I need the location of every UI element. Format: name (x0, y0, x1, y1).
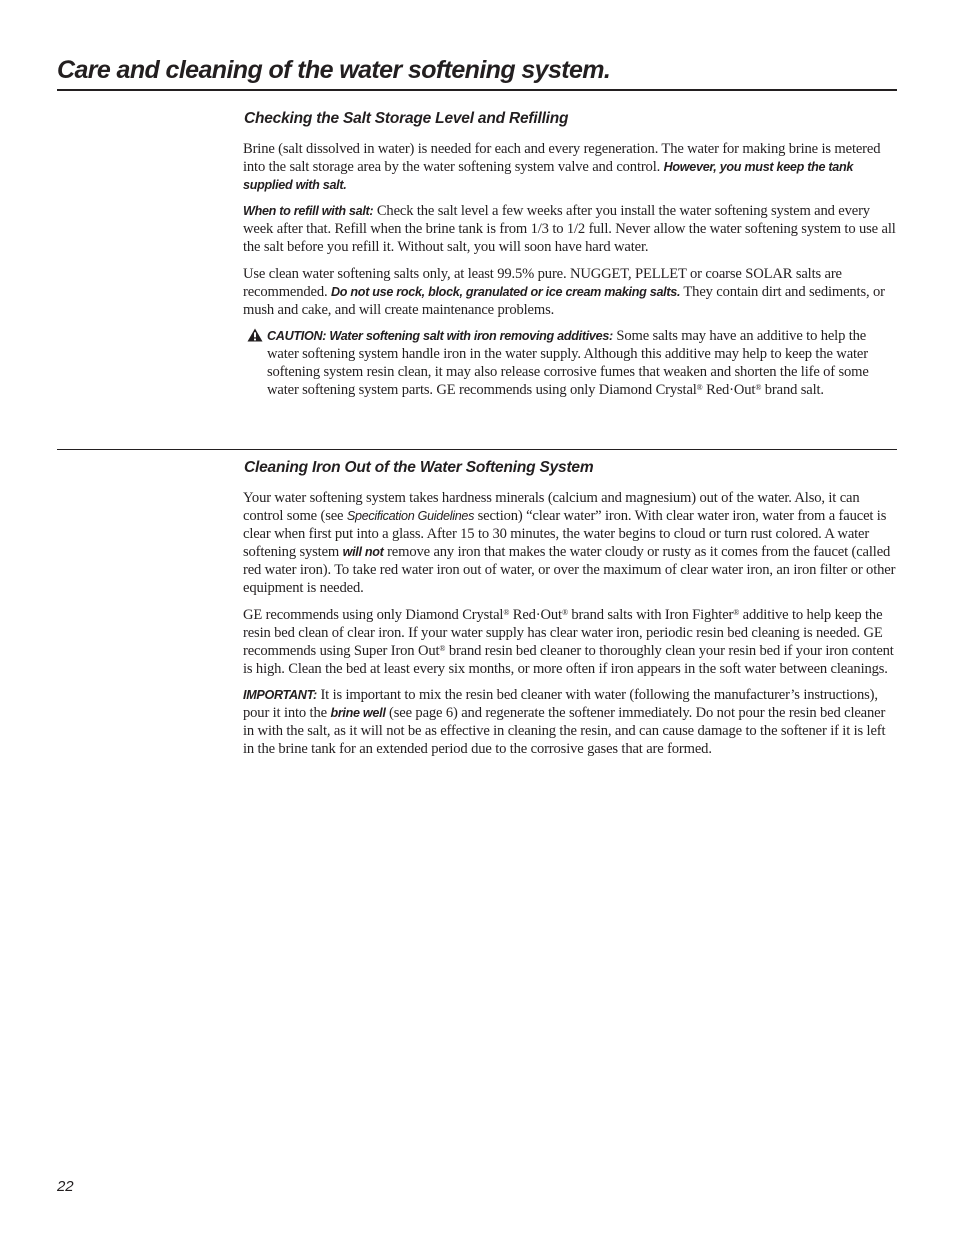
registered-mark: ® (733, 607, 740, 617)
registered-mark: ® (503, 607, 510, 617)
registered-mark: ® (439, 643, 446, 653)
recommendation-text-d: additive to help keep the resin bed clean of clear iron. If your water supply has clear water iron, periodic resin bed cleaning is needed. GE recommends using Super Iron Out (243, 606, 883, 659)
title-rule (57, 89, 897, 91)
iron-intro-paragraph (243, 489, 899, 598)
brine-well-emphasis: brine well (330, 706, 386, 721)
iron-intro-text-a: Your water softening system takes hardness minerals (calcium and magnesium) out of the water. Also, it can control some (see (243, 490, 860, 525)
page-number: 22 (57, 1178, 74, 1195)
salt-level-heading: Checking the Salt Storage Level and Refilling (244, 110, 569, 127)
brine-text: Brine (salt dissolved in water) is needed for each and every regeneration. The water for making brine is metered into the salt storage area by the water softening system valve and control. (243, 141, 881, 176)
refill-paragraph (243, 202, 899, 256)
registered-mark: ® (696, 383, 703, 393)
brine-paragraph (243, 140, 899, 194)
caution-text-b: Red·Out (702, 382, 756, 399)
refill-label: When to refill with salt: (243, 204, 374, 219)
iron-cleaning-heading: Cleaning Iron Out of the Water Softening System (244, 459, 594, 476)
specification-guidelines-reference: Specification Guidelines (346, 509, 475, 524)
recommendation-text-e: brand resin bed cleaner to thoroughly clean your resin bed if your iron content is high. Clean the bed at least every six months, or more often if iron appears in the soft water between cleanings. (243, 642, 894, 677)
salt-type-paragraph (243, 265, 899, 319)
registered-mark: ® (755, 383, 762, 393)
important-text-b: (see page 6) and regenerate the softener immediately. Do not pour the resin bed cleaner in with the salt, as it will not be as effective in cleaning the resin, and can cause damage to the softener if it is left in the brine tank for an extended period due to the corrosive gases that are formed. (243, 705, 886, 758)
important-text-a: It is important to mix the resin bed cleaner with water (following the manufacturer’s instructions), pour it into the (243, 686, 878, 722)
caution-text-c: brand salt. (761, 382, 824, 399)
caution-paragraph (243, 327, 899, 399)
iron-intro-text-b: section) “clear water” iron. With clear water iron, water from a faucet is clear when first put into a glass. After 15 to 30 minutes, the water begins to cloud or turn rust colored. A water softening system (243, 508, 887, 561)
salt-type-text-b: They contain dirt and sediments, or mush and cake, and will create maintenance problems. (243, 283, 885, 318)
iron-cleaning-section (243, 457, 899, 766)
section-divider (57, 449, 897, 450)
will-not-emphasis: will not (342, 545, 384, 560)
recommendation-text-c: brand salts with Iron Fighter (567, 606, 734, 623)
salt-type-text-a: Use clean water softening salts only, at least 99.5% pure. NUGGET, PELLET or coarse SOLAR salts are recommended. (243, 265, 842, 300)
keep-salt-emphasis: However, you must keep the tank supplied with salt. (243, 160, 854, 193)
iron-intro-text-c: remove any iron that makes the water cloudy or rusty as it comes from the faucet (called red water iron). To take red water iron out of water, or over the maximum of clear water iron, an iron filter or other equipment is needed. (243, 544, 896, 597)
recommendation-paragraph (243, 606, 899, 678)
refill-text: Check the salt level a few weeks after you install the water softening system and every week after that. Refill when the brine tank is from 1/3 to 1/2 full. Never allow the water softening system to use all the salt before you refill it. Without salt, you will soon have hard water. (243, 203, 896, 256)
salt-warning-emphasis: Do not use rock, block, granulated or ice cream making salts. (331, 284, 681, 299)
important-label: IMPORTANT: (243, 687, 317, 702)
warning-triangle-icon (247, 328, 263, 342)
recommendation-text-b: Red·Out (509, 606, 562, 623)
important-paragraph (243, 686, 899, 758)
salt-level-section (243, 108, 899, 407)
recommendation-text-a: GE recommends using only Diamond Crystal (243, 606, 504, 623)
page-title: Care and cleaning of the water softening system. (57, 56, 611, 84)
caution-label: CAUTION: Water softening salt with iron removing additives: (267, 328, 613, 343)
registered-mark: ® (561, 607, 568, 617)
caution-text-a: Some salts may have an additive to help the water softening system handle iron in the water supply. Although this additive may help to keep the water softening system resin clean, it may also release corrosive fumes that weaken and shorten the life of some water softening system parts. GE recommends using only Diamond Crystal (267, 327, 869, 399)
